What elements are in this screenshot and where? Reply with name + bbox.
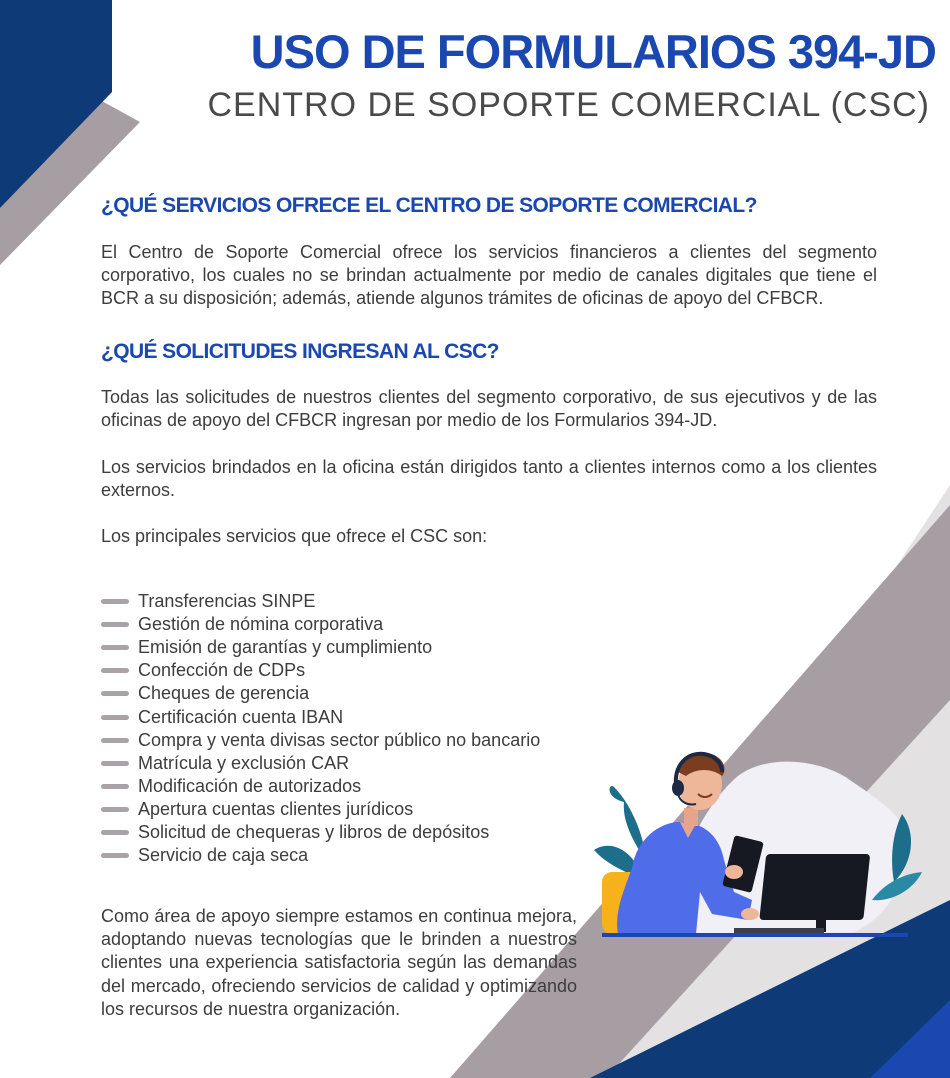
- list-item: Matrícula y exclusión CAR: [101, 752, 540, 775]
- dash-bullet-icon: [101, 830, 129, 835]
- requests-paragraph-1: Todas las solicitudes de nuestros clientes del segmento corporativo, de sus ejecutivos y de las oficinas de apoyo del CFBCR ingresan por medio de los Formularios 394-JD.: [101, 387, 877, 430]
- section-heading-services: ¿QUÉ SERVICIOS OFRECE EL CENTRO DE SOPORTE COMERCIAL?: [101, 194, 757, 217]
- dash-bullet-icon: [101, 599, 129, 604]
- services-list-intro: Los principales servicios que ofrece el CSC son:: [101, 526, 488, 546]
- dash-bullet-icon: [101, 784, 129, 789]
- list-item: Compra y venta divisas sector público no bancario: [101, 729, 540, 752]
- list-item: Solicitud de chequeras y libros de depósitos: [101, 821, 540, 844]
- list-item: Gestión de nómina corporativa: [101, 613, 540, 636]
- dash-bullet-icon: [101, 715, 129, 720]
- list-item: Apertura cuentas clientes jurídicos: [101, 798, 540, 821]
- dash-bullet-icon: [101, 668, 129, 673]
- services-list: [101, 590, 540, 867]
- list-item: Transferencias SINPE: [101, 590, 540, 613]
- dash-bullet-icon: [101, 761, 129, 766]
- call-center-agent-illustration: [584, 742, 924, 952]
- requests-paragraph-2: Los servicios brindados en la oficina están dirigidos tanto a clientes internos como a los clientes externos.: [101, 457, 877, 500]
- list-item: Servicio de caja seca: [101, 844, 540, 867]
- dash-bullet-icon: [101, 645, 129, 650]
- dash-bullet-icon: [101, 622, 129, 627]
- desk-line: [602, 933, 908, 937]
- dash-bullet-icon: [101, 691, 129, 696]
- section-heading-requests: ¿QUÉ SOLICITUDES INGRESAN AL CSC?: [101, 340, 499, 363]
- services-description: El Centro de Soporte Comercial ofrece los servicios financieros a clientes del segmento corporativo, los cuales no se brindan actualmente por medio de canales digitales que tiene el BCR a su disposición; además, atiende algunos trámites de oficinas de apoyo del CFBCR.: [101, 242, 877, 308]
- list-item: Certificación cuenta IBAN: [101, 705, 540, 728]
- page-title: USO DE FORMULARIOS 394-JD: [250, 25, 936, 78]
- page-subtitle: CENTRO DE SOPORTE COMERCIAL (CSC): [207, 86, 930, 124]
- list-item: Emisión de garantías y cumplimiento: [101, 636, 540, 659]
- dash-bullet-icon: [101, 853, 129, 858]
- dash-bullet-icon: [101, 807, 129, 812]
- keyboard-icon: [734, 928, 824, 933]
- closing-paragraph: Como área de apoyo siempre estamos en continua mejora, adoptando nuevas tecnologías que le brinden a nuestros clientes una experiencia satisfactoria según las demandas del mercado, ofreciendo servicios de calidad y optimizando los recursos de nuestra organización.: [101, 906, 577, 1019]
- monitor-icon: [759, 854, 870, 920]
- list-item: Confección de CDPs: [101, 659, 540, 682]
- dash-bullet-icon: [101, 738, 129, 743]
- list-item: Modificación de autorizados: [101, 775, 540, 798]
- list-item: Cheques de gerencia: [101, 682, 540, 705]
